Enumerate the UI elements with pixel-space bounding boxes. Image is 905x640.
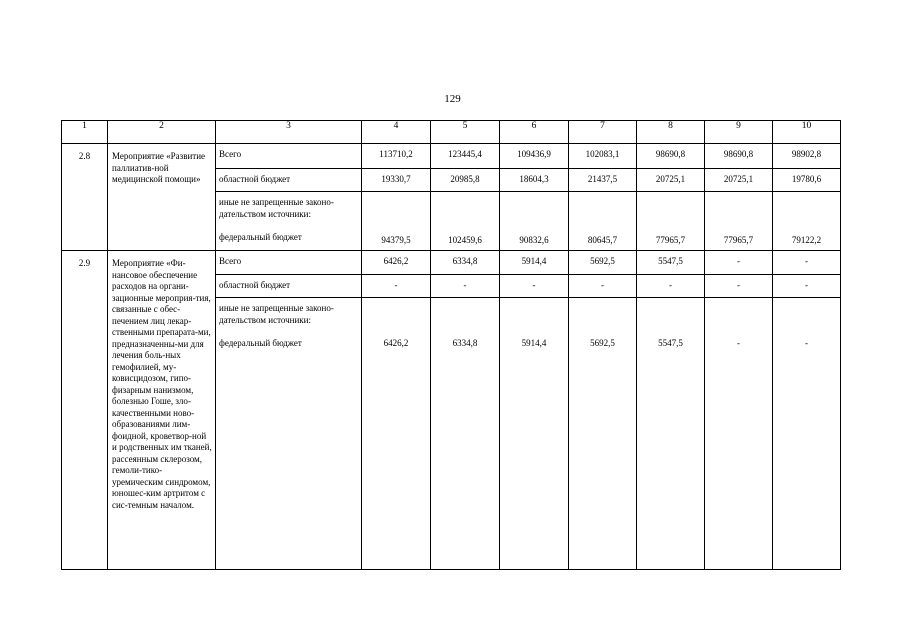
value-cell: 18604,3 (500, 169, 569, 192)
header-cell: 1 (62, 121, 108, 144)
table-row (62, 251, 841, 275)
value-cell: - (362, 275, 431, 298)
value-cell: 5547,5 (637, 298, 705, 570)
value-cell: - (705, 251, 773, 275)
value-cell: 6426,2 (362, 298, 431, 570)
value-cell: 19780,6 (773, 169, 841, 192)
header-cell: 4 (362, 121, 431, 144)
table-row (62, 144, 841, 169)
value-cell: 6334,8 (431, 251, 500, 275)
funding-label-cell (216, 298, 362, 570)
value-cell: 94379,5 (362, 192, 431, 251)
value-cell: - (773, 298, 841, 570)
funding-label: областной бюджет (216, 275, 362, 298)
value-cell: - (569, 275, 637, 298)
item-code: 2.8 (62, 144, 108, 251)
header-row (62, 121, 841, 144)
value-cell: 109436,9 (500, 144, 569, 169)
value-cell: 102083,1 (569, 144, 637, 169)
value-cell: 5692,5 (569, 251, 637, 275)
value-cell: 19330,7 (362, 169, 431, 192)
value-cell: 6334,8 (431, 298, 500, 570)
value-cell: 5547,5 (637, 251, 705, 275)
value-cell: 98690,8 (637, 144, 705, 169)
value-cell: 20725,1 (705, 169, 773, 192)
value-cell: 79122,2 (773, 192, 841, 251)
item-code: 2.9 (62, 251, 108, 570)
header-cell: 2 (108, 121, 216, 144)
value-cell: 21437,5 (569, 169, 637, 192)
value-cell: 5692,5 (569, 298, 637, 570)
value-cell: - (705, 298, 773, 570)
header-cell: 9 (705, 121, 773, 144)
value-cell: 20985,8 (431, 169, 500, 192)
funding-label: областной бюджет (216, 169, 362, 192)
header-cell: 3 (216, 121, 362, 144)
funding-label: иные не запрещенные законо-дательством источники: (219, 303, 334, 325)
page-number: 129 (444, 93, 461, 105)
value-cell: - (705, 275, 773, 298)
item-description: Мероприятие «Фи-нансовое обеспечение расходов на органи-зационные мероприя-тия, связанные с обес-печением лиц лекар-ственными препарата-ми, предназначенны-ми для лечения боль-ных гемофилией, му-ковисцидозом, гипо-физарным нанизмом, болезнью Гоше, зло-качественными ново-образованиями лим-фоидной, кроветвор-ной и родственных им тканей, рассеянным склерозом, гемоли-тико-уремическим синдромом, юношес-ким артритом с сис-темным началом. (108, 251, 216, 570)
header-cell: 6 (500, 121, 569, 144)
funding-label: иные не запрещенные законо-дательством источники: (219, 197, 334, 219)
funding-sublabel: федеральный бюджет (219, 231, 302, 242)
value-cell: - (637, 275, 705, 298)
value-cell: 98690,8 (705, 144, 773, 169)
value-cell: 77965,7 (705, 192, 773, 251)
value-cell: - (500, 275, 569, 298)
value-cell: 102459,6 (431, 192, 500, 251)
funding-label: Всего (216, 251, 362, 275)
value-cell: 123445,4 (431, 144, 500, 169)
value-cell: - (773, 251, 841, 275)
value-cell: 80645,7 (569, 192, 637, 251)
value-cell: 77965,7 (637, 192, 705, 251)
funding-label-cell (216, 192, 362, 251)
header-cell: 5 (431, 121, 500, 144)
value-cell: - (431, 275, 500, 298)
value-cell: 20725,1 (637, 169, 705, 192)
header-cell: 10 (773, 121, 841, 144)
header-cell: 7 (569, 121, 637, 144)
funding-label: Всего (216, 144, 362, 169)
value-cell: 6426,2 (362, 251, 431, 275)
value-cell: - (773, 275, 841, 298)
value-cell: 5914,4 (500, 251, 569, 275)
header-cell: 8 (637, 121, 705, 144)
value-cell: 98902,8 (773, 144, 841, 169)
value-cell: 113710,2 (362, 144, 431, 169)
value-cell: 90832,6 (500, 192, 569, 251)
value-cell: 5914,4 (500, 298, 569, 570)
budget-table (61, 120, 841, 570)
funding-sublabel: федеральный бюджет (219, 337, 302, 348)
item-description: Мероприятие «Развитие паллиатив-ной медицинской помощи» (108, 144, 216, 251)
